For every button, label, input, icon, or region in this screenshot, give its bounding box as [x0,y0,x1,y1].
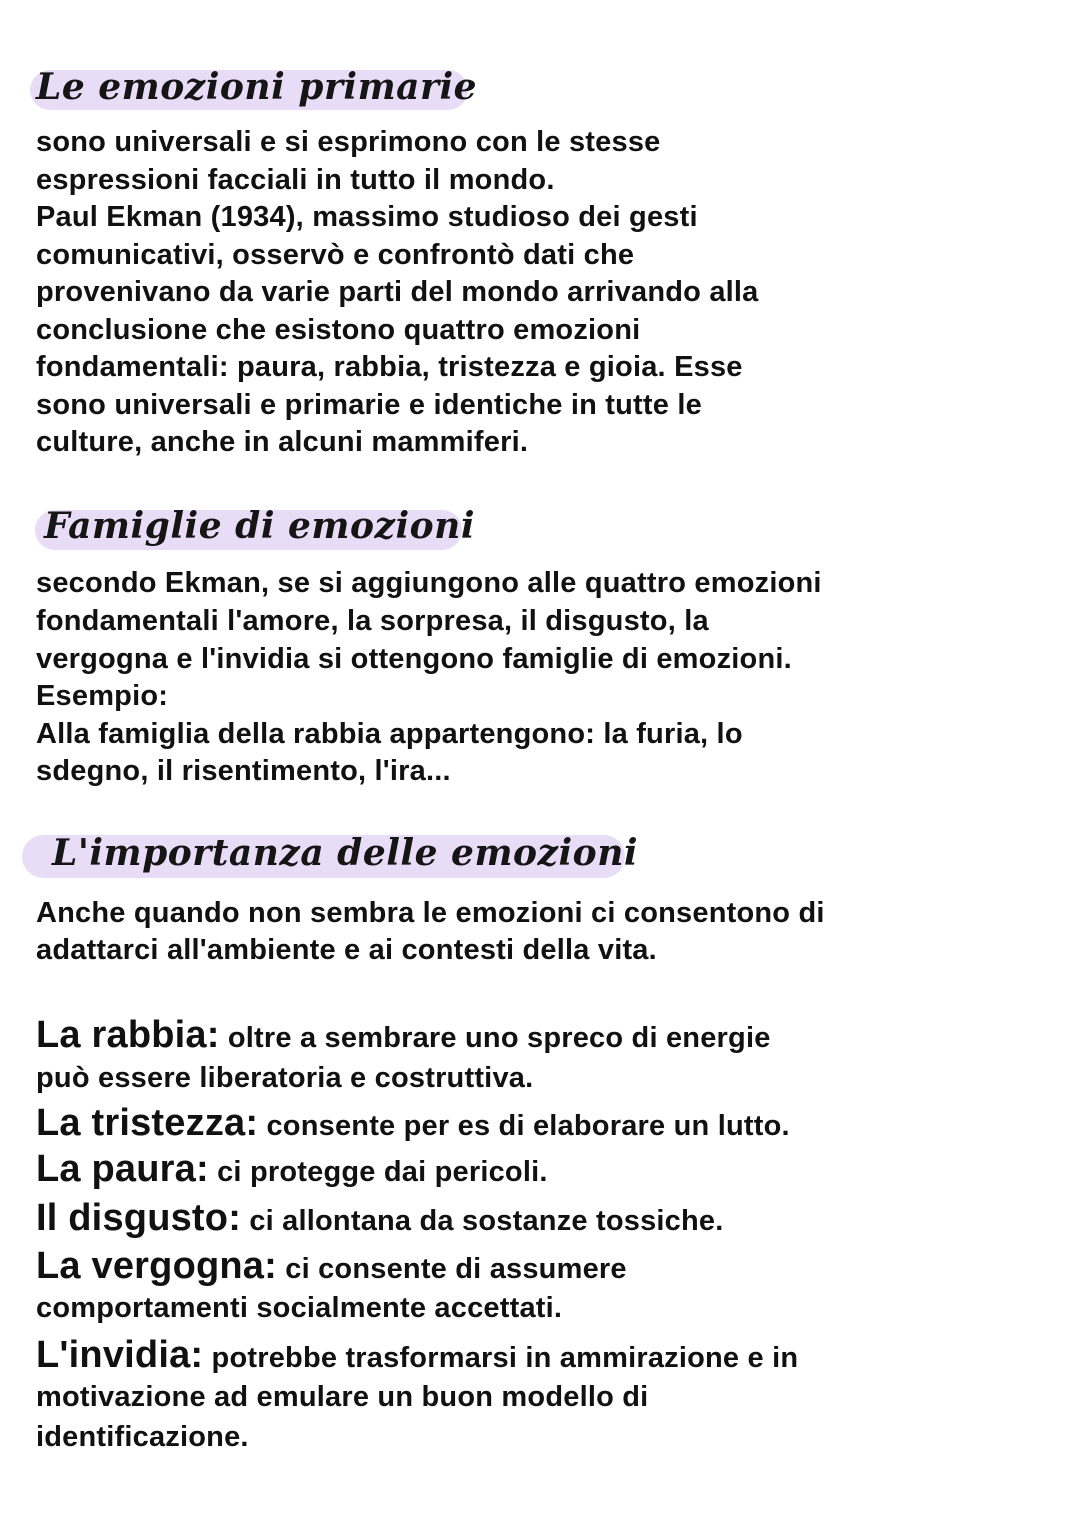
text-line: provenivano da varie parti del mondo arrivando alla [36,276,759,308]
text-line: Esempio: [36,680,169,712]
text-line: motivazione ad emulare un buon modello di [36,1381,649,1413]
emotion-item-invidia [36,1334,799,1376]
emotion-text: ci consente di assumere [277,1253,627,1285]
text-line: sono universali e primarie e identiche in tutte le [36,389,702,421]
emotion-item-vergogna [36,1245,627,1287]
text-line: vergogna e l'invidia si ottengono famiglie di emozioni. [36,643,792,675]
emotion-label: La paura: [36,1148,209,1190]
emotion-text: potrebbe trasformarsi in ammirazione e in [203,1342,799,1374]
text-line: comunicativi, osservò e confrontò dati che [36,239,635,271]
text-line: fondamentali: paura, rabbia, tristezza e gioia. Esse [36,351,743,383]
emotion-text: ci allontana da sostanze tossiche. [241,1205,724,1237]
text-line: fondamentali l'amore, la sorpresa, il disgusto, la [36,605,709,637]
text-line: sono universali e si esprimono con le stesse [36,126,661,158]
text-line: può essere liberatoria e costruttiva. [36,1062,534,1094]
text-line: secondo Ekman, se si aggiungono alle quattro emozioni [36,567,822,599]
text-line: adattarci all'ambiente e ai contesti della vita. [36,934,657,966]
text-line: Alla famiglia della rabbia appartengono: la furia, lo [36,718,743,750]
emotion-label: La tristezza: [36,1102,259,1144]
emotion-label: Il disgusto: [36,1197,242,1239]
text-line: comportamenti socialmente accettati. [36,1292,563,1324]
emotion-text: ci protegge dai pericoli. [208,1156,548,1188]
emotion-text: consente per es di elaborare un lutto. [258,1110,790,1142]
emotion-text: oltre a sembrare uno spreco di energie [219,1022,771,1054]
section-title-emozioni-primarie: Le emozioni primarie [36,66,478,108]
text-line: espressioni facciali in tutto il mondo. [36,164,555,196]
emotion-item-rabbia [36,1014,771,1056]
text-line: Paul Ekman (1934), massimo studioso dei gesti [36,201,698,233]
text-line: conclusione che esistono quattro emozioni [36,314,641,346]
emotion-label: L'invidia: [36,1334,204,1376]
section-title-famiglie-emozioni: Famiglie di emozioni [44,505,476,547]
emotion-item-paura [36,1148,548,1190]
emotion-label: La rabbia: [36,1014,220,1056]
text-line: culture, anche in alcuni mammiferi. [36,426,529,458]
emotion-label: La vergogna: [36,1245,277,1287]
section-title-importanza-emozioni: L'importanza delle emozioni [52,832,639,874]
emotion-item-tristezza [36,1102,790,1144]
text-line: sdegno, il risentimento, l'ira... [36,755,451,787]
emotion-item-disgusto [36,1197,724,1239]
text-line: Anche quando non sembra le emozioni ci consentono di [36,897,825,929]
text-line: identificazione. [36,1421,249,1453]
